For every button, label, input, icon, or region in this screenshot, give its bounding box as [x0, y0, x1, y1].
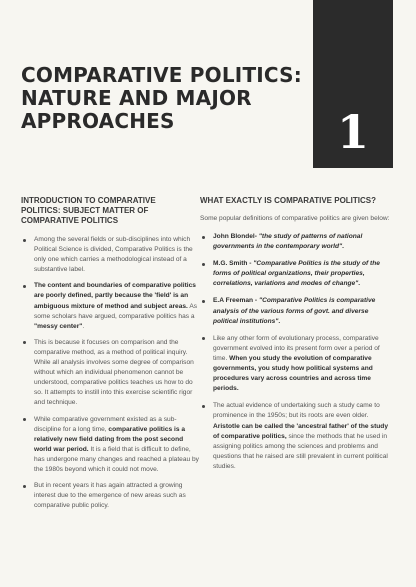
- bullet-text: "the study of patterns of national governments in the contemporary world": [213, 233, 363, 251]
- bullet-text: E.A Freeman -: [213, 297, 259, 305]
- bullet-item: [200, 232, 390, 252]
- bullet-text: .: [278, 317, 281, 325]
- definitions-intro: Some popular definitions of comparative politics are given below:: [200, 215, 390, 222]
- bullet-text: This is because it focuses on comparison and the comparative method, as a method of political inquiry. While all analysis involves some degree of comparison without which an individual phenomenon cannot be understood, comparative politics teaches us how to do so. It attempts to instill into this exercise scientific rigor and technique.: [34, 338, 194, 407]
- bullet-text: .: [82, 322, 85, 330]
- bullet-text: John Blondel-: [213, 233, 259, 240]
- bullet-text: The content and boundaries of comparative politics are poorly defined, partly because the 'field' is an ambiguous mixture of method and subject areas.: [34, 282, 196, 310]
- bullet-text: .: [358, 280, 361, 288]
- bullet-text: M.G. Smith -: [213, 260, 254, 268]
- bullet-item: [21, 415, 201, 476]
- chapter-title: [21, 64, 311, 133]
- bullet-text: The actual evidence of undertaking such a study came to prominence in the 1950s; but its roots are even older.: [213, 402, 380, 420]
- right-bullet-list: [200, 232, 390, 472]
- bullet-item: [21, 281, 201, 331]
- section-heading-definitions: WHAT EXACTLY IS COMPARATIVE POLITICS?: [200, 196, 377, 205]
- bullet-text: "Comparative Politics is comparative analysis of the various forms of govt. and diverse political institutions": [213, 297, 376, 325]
- left-column: [21, 196, 201, 517]
- bullet-text: It is a field that is difficult to define, has undergone many changes and reached a plateau by the 1980s beyond which it could not move.: [34, 445, 199, 473]
- chapter-number: 1: [336, 105, 369, 159]
- heading-line: COMPARATIVE POLITICS: [21, 216, 119, 225]
- heading-line: POLITICS: SUBJECT MATTER OF: [21, 206, 149, 215]
- chapter-title-line: NATURE AND MAJOR: [21, 86, 252, 110]
- bullet-item: [200, 259, 390, 289]
- heading-line: INTRODUCTION TO COMPARATIVE: [21, 196, 156, 205]
- bullet-text: Among the several fields or sub-disciplines into which Political Science is divided, Comparative Politics is the only one which carries a methodological instead of a substantive label.: [34, 236, 193, 274]
- bullet-text: When you study the evolution of comparative governments, you study how political systems and procedures vary across countries and across time periods.: [213, 354, 373, 393]
- bullet-item: [200, 401, 390, 472]
- bullet-item: [200, 296, 390, 326]
- bullet-text: since the methods that he used in assigning politics among the sciences and problems and questions that he raised are still prevalent in current political studies.: [213, 432, 388, 470]
- bullet-text: .: [342, 243, 345, 251]
- bullet-text: Like any other form of evolutionary process, comparative government evolved into its present form over a period of time.: [213, 334, 380, 362]
- bullet-item: [200, 334, 390, 395]
- bullet-item: [21, 481, 201, 511]
- bullet-text: As some scholars have argued, comparative politics has a: [34, 302, 198, 320]
- bullet-text: While comparative government existed as a sub-discipline for a long time,: [34, 415, 177, 433]
- bullet-item: [21, 235, 201, 275]
- bullet-text: "messy center": [34, 322, 83, 330]
- section-heading-introduction: [21, 196, 201, 226]
- bullet-item: [21, 338, 201, 409]
- right-column: [200, 196, 390, 479]
- bullet-text: "Comparative Politics is the study of the forms of political organizations, their properties, correlations, variations and modes of change": [213, 260, 380, 288]
- chapter-title-line: COMPARATIVE POLITICS:: [21, 63, 302, 87]
- chapter-title-line: APPROACHES: [21, 109, 175, 133]
- bullet-text: But in recent years it has again attracted a growing interest due to the emergence of new areas such as comparative public policy.: [34, 482, 186, 510]
- chapter-number-box: [313, 0, 393, 168]
- bullet-text: comparative politics is a relatively new field dating from the post second world war period.: [34, 425, 185, 453]
- left-bullet-list: [21, 235, 201, 511]
- bullet-text: Aristotle can be called the 'ancestral father' of the study of comparative politics,: [213, 422, 388, 440]
